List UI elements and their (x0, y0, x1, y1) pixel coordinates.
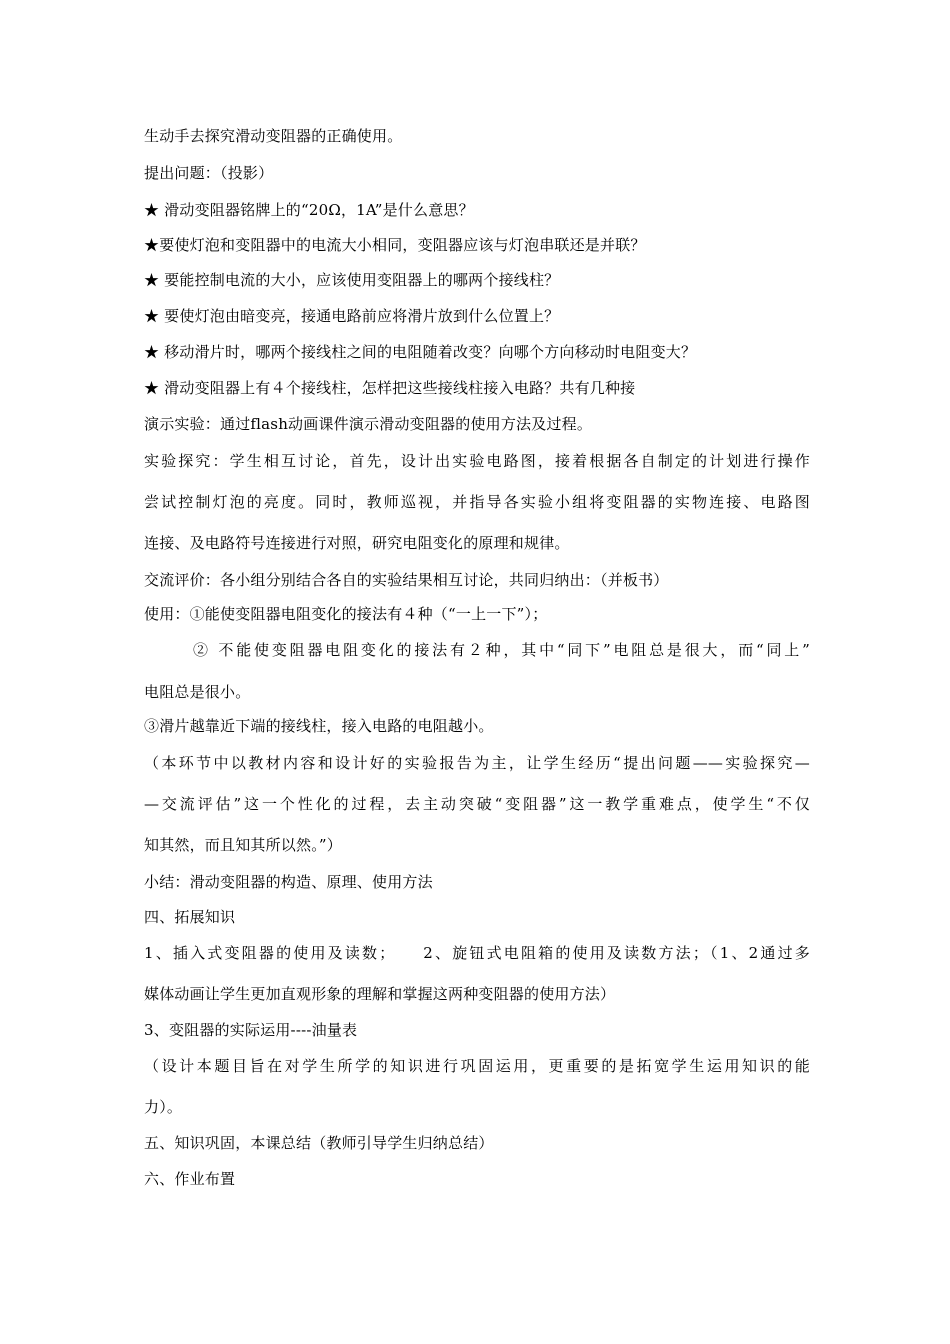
paragraph-line: 连接、及电路符号连接进行对照，研究电阻变化的原理和规律。 (144, 534, 570, 552)
section-heading: 五、知识巩固，本课总结（教师引导学生归纳总结） (144, 1134, 494, 1152)
paragraph-line: 3、变阻器的实际运用----油量表 (144, 1021, 358, 1039)
paragraph-line: 演示实验：通过flash动画课件演示滑动变阻器的使用方法及过程。 (144, 415, 593, 433)
paragraph-line: —交流评估”这一个性化的过程，去主动突破“变阻器”这一教学重难点，使学生“不仅 (144, 795, 810, 813)
paragraph-line: （设计本题目旨在对学生所学的知识进行巩固运用，更重要的是拓宽学生运用知识的能 (144, 1057, 810, 1075)
question-item: ★ 移动滑片时，哪两个接线柱之间的电阻随着改变？向哪个方向移动时电阻变大？ (144, 343, 697, 361)
paragraph-line: 电阻总是很小。 (144, 683, 251, 701)
usage-item: 使用：①能使变阻器电阻变化的接法有４种（“一上一下”）； (144, 605, 548, 623)
question-item: ★ 滑动变阻器铭牌上的“20Ω，1A”是什么意思？ (144, 201, 474, 219)
section-heading: 六、作业布置 (144, 1170, 236, 1188)
paragraph-line: 交流评价：各小组分别结合各自的实验结果相互讨论，共同归纳出：（并板书） (144, 571, 669, 589)
paragraph-line: 尝试控制灯泡的亮度。同时，教师巡视，并指导各实验小组将变阻器的实物连接、电路图 (144, 493, 810, 511)
paragraph-line: 媒体动画让学生更加直观形象的理解和掌握这两种变阻器的使用方法） (144, 985, 616, 1003)
question-item: ★ 滑动变阻器上有４个接线柱，怎样把这些接线柱接入电路？共有几种接 (144, 379, 636, 397)
paragraph-line: 实验探究：学生相互讨论，首先，设计出实验电路图，接着根据各自制定的计划进行操作 (144, 452, 810, 470)
paragraph-line: 力）。 (144, 1098, 183, 1116)
summary-line: 小结：滑动变阻器的构造、原理、使用方法 (144, 873, 433, 891)
paragraph-line: 知其然，而且知其所以然。”） (144, 836, 342, 854)
question-item: ★ 要使灯泡由暗变亮，接通电路前应将滑片放到什么位置上？ (144, 307, 560, 325)
usage-item: ③滑片越靠近下端的接线柱，接入电路的电阻越小。 (144, 717, 494, 735)
paragraph-line: （本环节中以教材内容和设计好的实验报告为主，让学生经历“提出问题——实验探究— (144, 754, 810, 772)
section-heading: 四、拓展知识 (144, 908, 236, 926)
section-heading: 提出问题：（投影） (144, 164, 274, 182)
paragraph-line: 1、插入式变阻器的使用及读数； 2、旋钮式电阻箱的使用及读数方法；（1、2通过多 (144, 944, 810, 962)
question-item: ★ 要能控制电流的大小，应该使用变阻器上的哪两个接线柱？ (144, 271, 560, 289)
question-item: ★要使灯泡和变阻器中的电流大小相同，变阻器应该与灯泡串联还是并联？ (144, 236, 646, 254)
paragraph-line: 生动手去探究滑动变阻器的正确使用。 (144, 127, 403, 145)
usage-item: ② 不能使变阻器电阻变化的接法有２种，其中“同下”电阻总是很大，而“同上” (193, 641, 810, 659)
